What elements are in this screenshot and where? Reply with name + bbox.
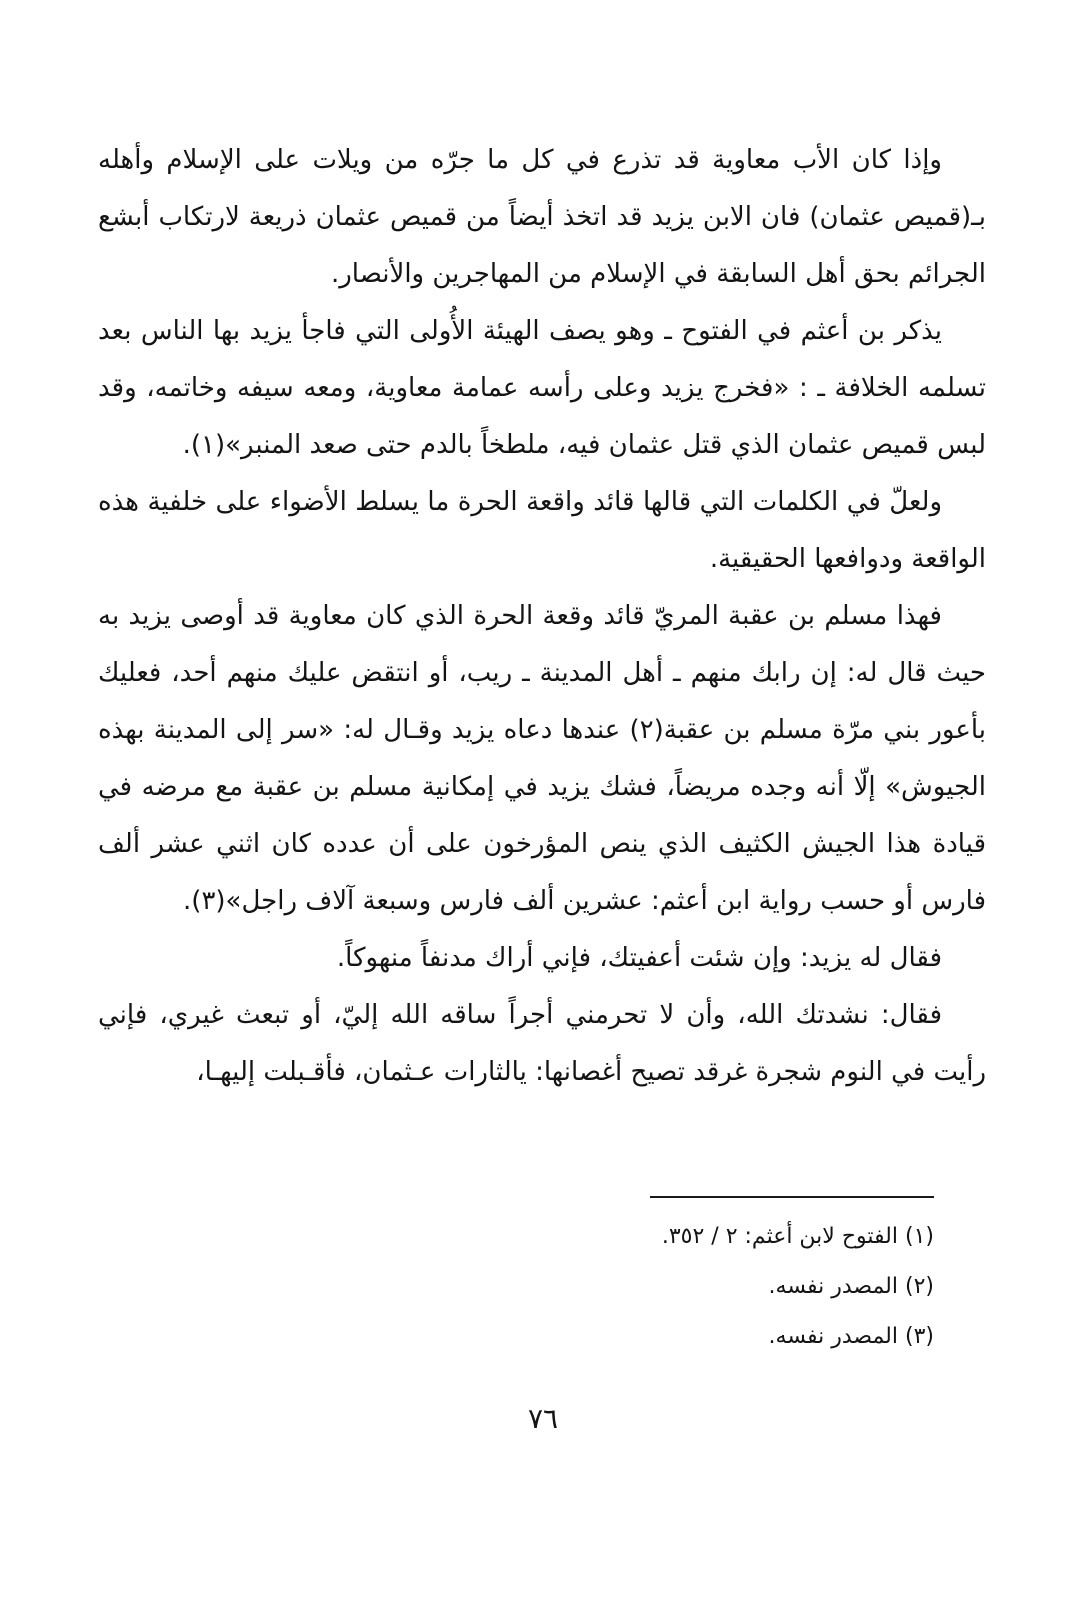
paragraph: وإذا كان الأب معاوية قد تذرع في كل ما جرّه من ويلات على الإسلام وأهله بـ(قميص عثمان) فان الابن يزيد قد اتخذ أيضاً من قميص عثمان ذريعة لارتكاب أبشع الجرائم بحق أهل السابقة في الإسلام من المهاجرين والأنصار. [98, 145, 986, 289]
paragraph: ولعلّ في الكلمات التي قالها قائد واقعة الحرة ما يسلط الأضواء على خلفية هذه الواقعة ودوافعها الحقيقية. [98, 487, 986, 574]
footnote: (٢) المصدر نفسه. [768, 1274, 934, 1299]
paragraph: يذكر بن أعثم في الفتوح ـ وهو يصف الهيئة الأُولى التي فاجأ يزيد بها الناس بعد تسلمه الخلافة ـ : «فخرج يزيد وعلى رأسه عمامة معاوية، ومعه سيفه وخاتمه، وقد لبس قميص عثمان الذي قتل عثمان فيه، ملطخاً بالدم حتى صعد المنبر»(١). [98, 316, 986, 460]
paragraph: فقال: نشدتك الله، وأن لا تحرمني أجراً ساقه الله إليّ، أو تبعث غيري، فإني رأيت في النوم شجرة غرقد تصيح أغصانها: يالثارات عـثمان، فأقـبلت إليهـا، [98, 1000, 986, 1087]
paragraph: فهذا مسلم بن عقبة المريّ قائد وقعة الحرة الذي كان معاوية قد أوصى يزيد به حيث قال له: إن رابك منهم ـ أهل المدينة ـ ريب، أو انتقض عليك منهم أحد، فعليك بأعور بني مرّة مسلم بن عقبة(٢) عندها دعاه يزيد وقـال له: «سر إلى المدينة بهذه الجيوش» إلّا أنه وجده مريضاً، فشك يزيد في إمكانية مسلم بن عقبة مع مرضه في قيادة هذا الجيش الكثيف الذي ينص المؤرخون على أن عدده كان اثني عشر ألف فارس أو حسب رواية ابن أعثم: عشرين ألف فارس وسبعة آلاف راجل»(٣). [98, 601, 986, 916]
footnote: (١) الفتوح لابن أعثم: ٢ / ٣٥٢. [661, 1224, 934, 1249]
page-number: ٧٦ [527, 1402, 559, 1435]
main-text-block [98, 132, 986, 1101]
footnotes-section [100, 1196, 934, 1362]
footnote-separator [650, 1196, 934, 1198]
paragraph: فقال له يزيد: وإن شئت أعفيتك، فإني أراك مدنفاً منهوكاً. [336, 943, 942, 973]
footnote: (٣) المصدر نفسه. [768, 1324, 934, 1349]
